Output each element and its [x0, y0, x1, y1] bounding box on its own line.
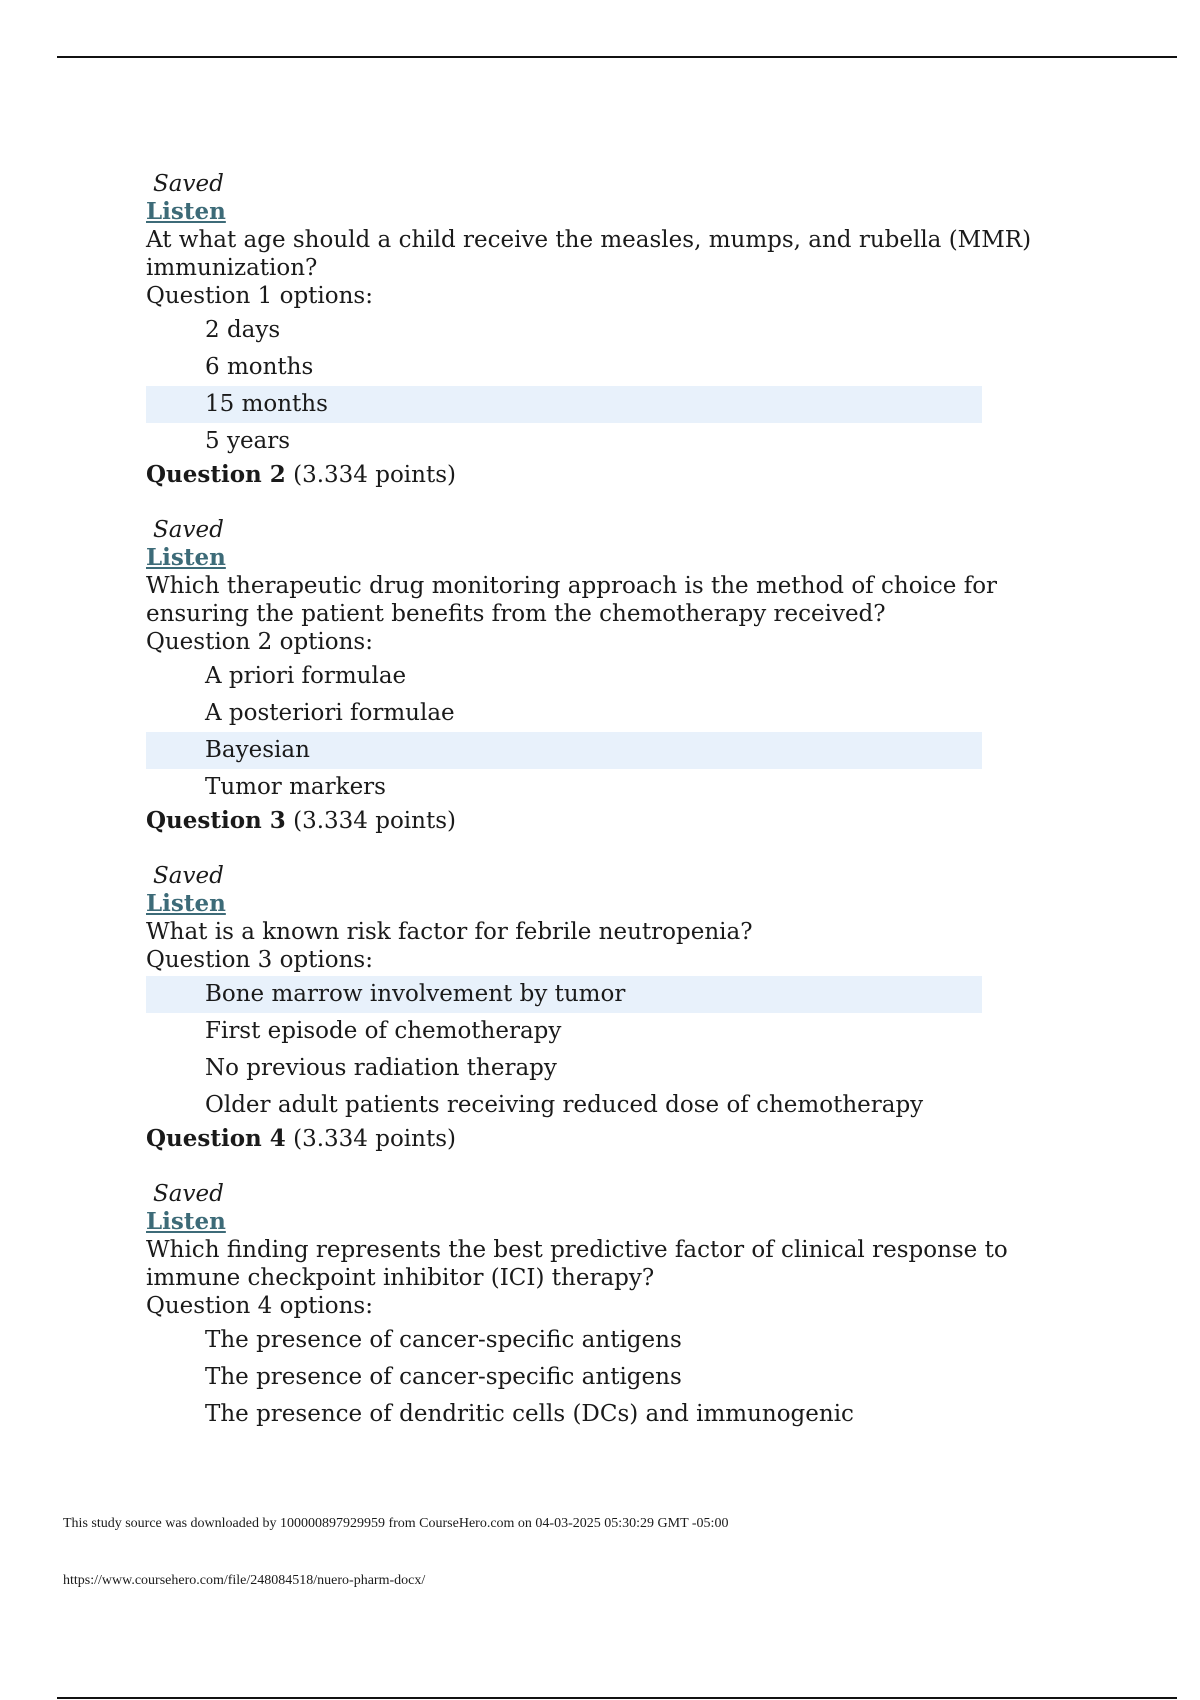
option[interactable]: The presence of cancer-specific antigens [205, 1327, 682, 1353]
question-header [146, 806, 1106, 836]
listen-link[interactable]: Listen [146, 890, 226, 917]
options-list [146, 1322, 982, 1433]
options-label: Question 2 options: [146, 629, 373, 655]
option[interactable]: 5 years [205, 428, 291, 454]
source-url: https://www.coursehero.com/file/248084518/nuero-pharm-docx/ [63, 1573, 426, 1588]
options-list [146, 976, 982, 1124]
question-header [146, 460, 1106, 490]
question-header [146, 1124, 1106, 1154]
saved-status: Saved [153, 863, 224, 889]
option[interactable]: A posteriori formulae [205, 700, 455, 726]
listen-link[interactable]: Listen [146, 544, 226, 571]
option-selected[interactable]: Bone marrow involvement by tumor [146, 976, 982, 1013]
listen-link[interactable]: Listen [146, 198, 226, 225]
top-rule [57, 56, 1177, 58]
option[interactable]: A priori formulae [205, 663, 407, 689]
saved-status: Saved [153, 517, 224, 543]
option[interactable]: The presence of dendritic cells (DCs) and immunogenic [205, 1401, 854, 1427]
question-points: (3.334 points) [293, 1126, 456, 1152]
option[interactable]: 6 months [205, 354, 314, 380]
question-text: Which finding represents the best predictive factor of clinical response to immune checkpoint inhibitor (ICI) therapy? [146, 1237, 1008, 1291]
option[interactable]: 2 days [205, 317, 281, 343]
question-3 [146, 862, 1106, 1124]
question-points: (3.334 points) [293, 808, 456, 834]
option[interactable]: The presence of cancer-specific antigens [205, 1364, 682, 1390]
question-text: Which therapeutic drug monitoring approach is the method of choice for ensuring the patient benefits from the chemotherapy received? [146, 573, 998, 627]
listen-link[interactable]: Listen [146, 1208, 226, 1235]
question-text: At what age should a child receive the measles, mumps, and rubella (MMR) immunization? [146, 227, 1032, 281]
option[interactable]: First episode of chemotherapy [205, 1018, 562, 1044]
question-points: (3.334 points) [293, 462, 456, 488]
quiz-content [146, 170, 1106, 1433]
question-number: Question 2 [146, 461, 286, 488]
options-label: Question 1 options: [146, 283, 373, 309]
question-1 [146, 170, 1106, 460]
option-selected[interactable]: Bayesian [146, 732, 982, 769]
question-number: Question 3 [146, 807, 286, 834]
question-number: Question 4 [146, 1125, 286, 1152]
question-2 [146, 516, 1106, 806]
options-label: Question 3 options: [146, 947, 373, 973]
question-4 [146, 1180, 1106, 1433]
options-label: Question 4 options: [146, 1293, 373, 1319]
option[interactable]: Tumor markers [205, 774, 386, 800]
download-source-note: This study source was downloaded by 100000897929959 from CourseHero.com on 04-03-2025 05:30:29 GMT -05:00 [63, 1516, 729, 1531]
saved-status: Saved [153, 1181, 224, 1207]
saved-status: Saved [153, 171, 224, 197]
question-text: What is a known risk factor for febrile neutropenia? [146, 919, 753, 945]
options-list [146, 312, 982, 460]
bottom-rule [57, 1697, 1177, 1699]
option[interactable]: Older adult patients receiving reduced dose of chemotherapy [205, 1092, 924, 1118]
option-selected[interactable]: 15 months [146, 386, 982, 423]
options-list [146, 658, 982, 806]
option[interactable]: No previous radiation therapy [205, 1055, 557, 1081]
